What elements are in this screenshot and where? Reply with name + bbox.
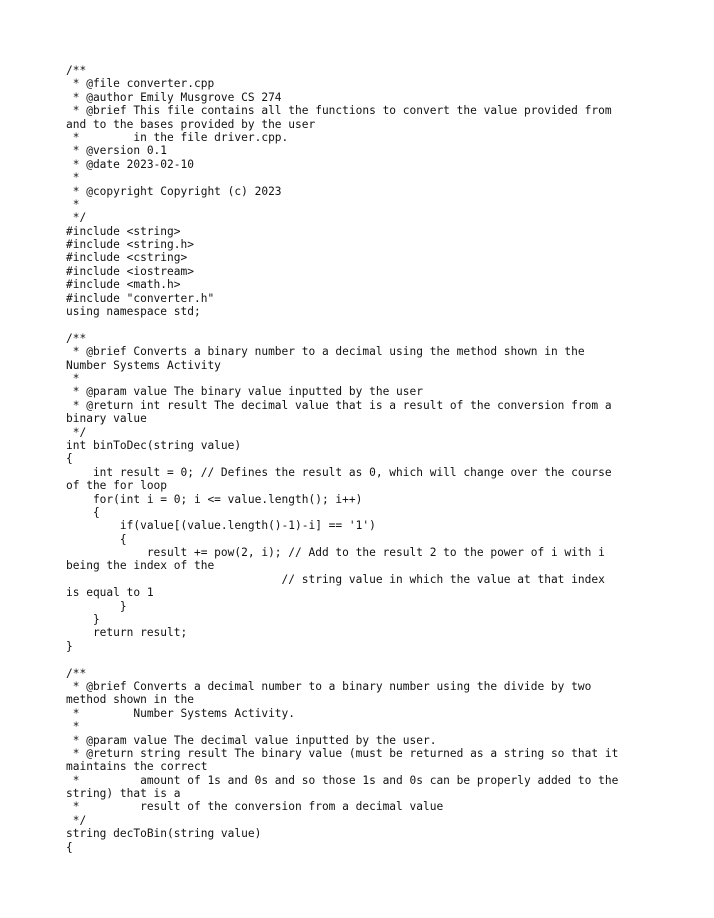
code-line: for(int i = 0; i <= value.length(); i++) [66,492,363,506]
code-line: * @return string result The binary value (must be returned as a string so that it [66,746,619,760]
code-line: * [66,171,80,185]
code-line: } [66,613,100,627]
code-line: */ [66,211,87,225]
code-line: * @return int result The decimal value that is a result of the conversion from a [66,398,612,412]
code-line: * [66,720,80,734]
code-line: * @brief Converts a binary number to a decimal using the method shown in the [66,345,585,359]
code-line: * @copyright Copyright (c) 2023 [66,184,282,198]
code-line: being the index of the [66,559,215,573]
code-line: * @version 0.1 [66,144,168,158]
code-line: result += pow(2, i); // Add to the result 2 to the power of i with i [66,546,605,560]
code-line: maintains the correct [66,760,208,774]
code-line: */ [66,813,87,827]
code-line: of the for loop [66,479,168,493]
code-line: string) that is a [66,787,181,801]
code-line [66,318,666,331]
code-line: binary value [66,412,147,426]
code-line: * amount of 1s and 0s and so those 1s and 0s can be properly added to the [66,773,619,787]
code-line: * [66,371,80,385]
code-line: * @param value The decimal value inputted by the user. [66,733,437,747]
code-line: { [66,840,73,854]
code-line: and to the bases provided by the user [66,117,316,131]
code-line: * in the file driver.cpp. [66,130,289,144]
code-line: { [66,532,127,546]
code-line: string decToBin(string value) [66,827,262,841]
code-line: * @file converter.cpp [66,77,215,91]
code-line: Number Systems Activity [66,358,221,372]
code-line: { [66,452,73,466]
code-line: #include <iostream> [66,264,194,278]
code-line: #include <cstring> [66,251,188,265]
code-line: * @brief This file contains all the functions to convert the value provided from [66,104,612,118]
code-line: #include <math.h> [66,278,181,292]
code-line: { [66,505,100,519]
code-line: #include "converter.h" [66,291,215,305]
code-line: /** [66,666,87,680]
code-line: * result of the conversion from a decimal value [66,800,444,814]
code-line: * @date 2023-02-10 [66,157,194,171]
code-line: method shown in the [66,693,194,707]
code-line: #include <string> [66,224,181,238]
code-line: } [66,639,73,653]
code-line: is equal to 1 [66,586,154,600]
code-line: using namespace std; [66,305,201,319]
code-line: return result; [66,626,188,640]
code-line: int result = 0; // Defines the result as 0, which will change over the course [66,465,612,479]
code-line: #include <string.h> [66,238,194,252]
code-line: * @brief Converts a decimal number to a binary number using the divide by two [66,679,592,693]
code-line: if(value[(value.length()-1)-i] == '1') [66,519,376,533]
code-line: } [66,599,127,613]
source-code-block [66,64,666,854]
code-line: * @param value The binary value inputted by the user [66,385,423,399]
code-line: * Number Systems Activity. [66,706,296,720]
code-line: * [66,197,80,211]
code-line: /** [66,64,87,77]
code-line: int binToDec(string value) [66,438,242,452]
code-line [66,653,666,666]
code-line: // string value in which the value at that index [66,572,605,586]
code-line: /** [66,331,87,345]
code-line: */ [66,425,87,439]
code-line: * @author Emily Musgrove CS 274 [66,90,282,104]
